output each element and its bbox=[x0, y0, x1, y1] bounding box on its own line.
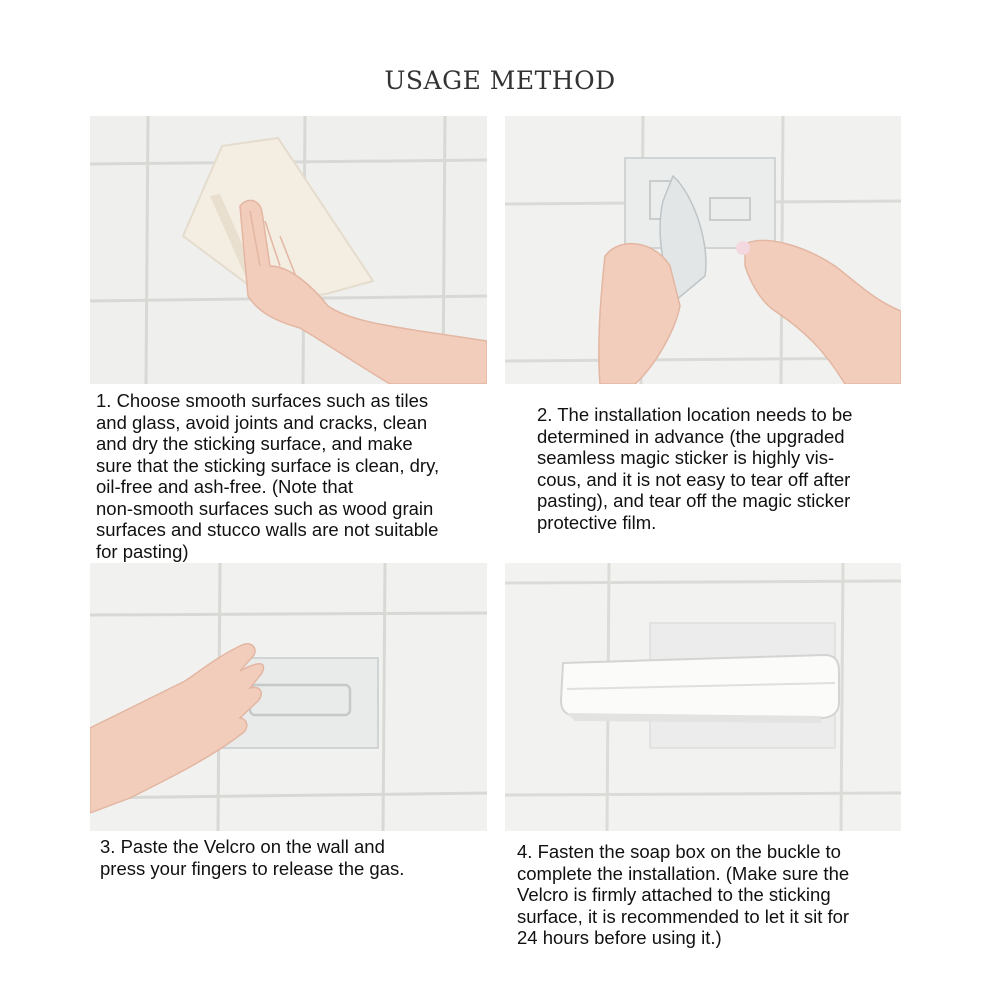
pressing-velcro-illustration bbox=[90, 563, 487, 831]
soap-box-illustration bbox=[505, 563, 901, 831]
peeling-film-illustration bbox=[505, 116, 901, 384]
step-4-caption: 4. Fasten the soap box on the buckle to complete the installation. (Make sure the Velcro is firmly attached to the sticking surface, it is recommended to let it sit for 24 hours before using it.) bbox=[517, 841, 850, 948]
step-2-caption: 2. The installation location needs to be determined in advance (the upgraded seamless magic sticker is highly vis- cous, and it is not easy to tear off after pasting), and tear off the magic sticker protective film. bbox=[537, 404, 853, 533]
step-3-photo bbox=[90, 563, 487, 831]
step-4-photo bbox=[505, 563, 901, 831]
wiping-wall-illustration bbox=[90, 116, 487, 384]
step-3-caption: 3. Paste the Velcro on the wall and press your fingers to release the gas. bbox=[100, 836, 405, 879]
step-1-photo bbox=[90, 116, 487, 384]
step-2-photo bbox=[505, 116, 901, 384]
page-title: USAGE METHOD bbox=[384, 66, 616, 95]
step-1-caption: 1. Choose smooth surfaces such as tiles and glass, avoid joints and cracks, clean and dry the sticking surface, and make sure that the sticking surface is clean, dry, oil-free and ash-free. (Note that non-smooth surfaces such as wood grain surfaces and stucco walls are not suitable for pasting) bbox=[96, 390, 440, 562]
